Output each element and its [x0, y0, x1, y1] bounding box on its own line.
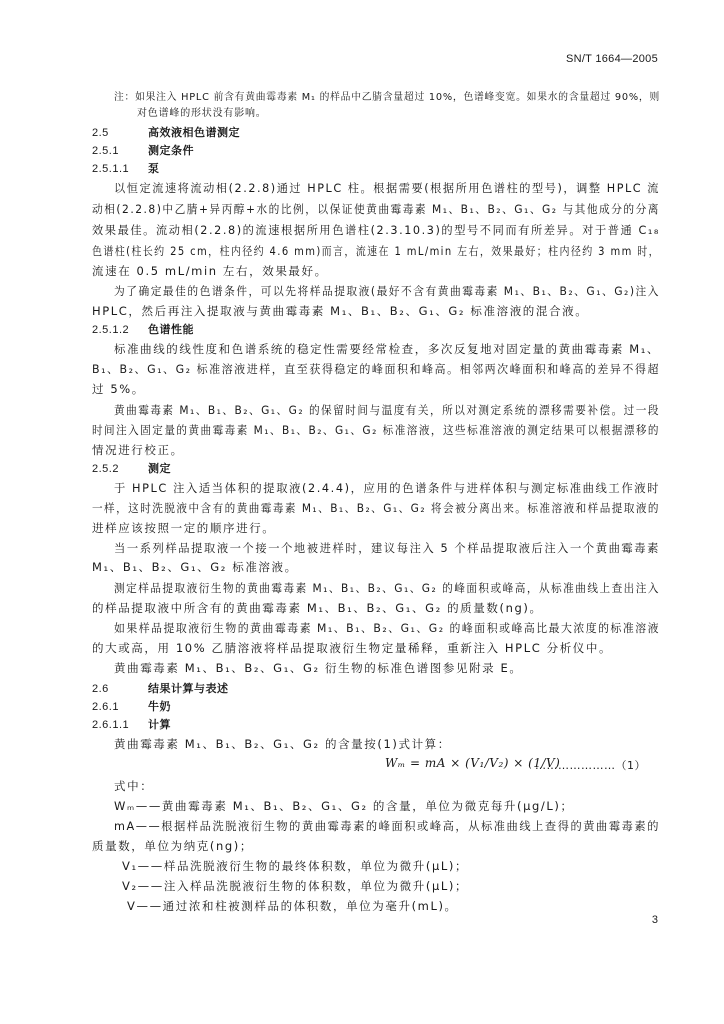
definition-line: Wₘ——黄曲霉毒素 M₁、B₁、B₂、G₁、G₂ 的含量，单位为微克每升(μg/L)； — [114, 799, 574, 813]
page-number: 3 — [651, 914, 658, 926]
paragraph-line: 测定样品提取液衍生物的黄曲霉毒素 M₁、B₁、B₂、G₁、G₂ 的峰面积或峰高，从标准曲线上查出注入 — [114, 581, 660, 595]
paragraph-line: 如果样品提取液衍生物的黄曲霉毒素 M₁、B₁、B₂、G₁、G₂ 的峰面积或峰高比最大浓度的标准溶液 — [114, 621, 660, 635]
paragraph-line: 色谱柱(柱长约 25 cm，柱内径约 4.6 mm)而言，流速在 1 mL/min 左右，效果最好；柱内径约 3 mm 时， — [92, 244, 660, 258]
paragraph-line: 的样品提取液中所含有的黄曲霉毒素 M₁、B₁、B₂、G₁、G₂ 的质量数(ng)。 — [92, 601, 543, 615]
paragraph-line: 进样应该按照一定的顺序进行。 — [92, 521, 276, 535]
section-heading: 2.5 高效液相色谱测定 — [92, 126, 240, 139]
definition-line: 质量数，单位为纳克(ng)； — [92, 839, 253, 853]
paragraph-line: 动相(2.2.8)中乙腈+异丙醇+水的比例，以保证使黄曲霉毒素 M₁、B₁、B₂、G₁、G₂ 与其他成分的分离 — [92, 202, 660, 216]
section-heading: 2.6.1 牛奶 — [92, 700, 171, 713]
paragraph-line: 一样，这时洗脱液中含有的黄曲霉毒素 M₁、B₁、B₂、G₁、G₂ 将会被分离出来。标准溶液和样品提取液的 — [92, 501, 660, 515]
section-heading: 2.6.1.1 计算 — [92, 718, 171, 731]
section-heading: 2.5.1 测定条件 — [92, 144, 194, 157]
paragraph-line: 时间注入固定量的黄曲霉毒素 M₁、B₁、B₂、G₁、G₂ 标准溶液，这些标准溶液的测定结果可以根据漂移的 — [92, 423, 660, 437]
paragraph-line: 黄曲霉毒素 M₁、B₁、B₂、G₁、G₂ 的保留时间与温度有关，所以对测定系统的漂移需要补偿。过一段 — [114, 403, 660, 417]
paragraph-line: 于 HPLC 注入适当体积的提取液(2.4.4)，应用的色谱条件与进样体积与测定标准曲线工作液时 — [114, 481, 660, 495]
note-line: 注：如果注入 HPLC 前含有黄曲霉毒素 M₁ 的样品中乙腈含量超过 10%，色谱峰变宽。如果水的含量超过 90%，则 — [114, 92, 660, 103]
paragraph-line: 黄曲霉毒素 M₁、B₁、B₂、G₁、G₂ 衍生物的标准色谱图参见附录 E。 — [114, 661, 523, 675]
standard-code: SN/T 1664—2005 — [565, 53, 658, 65]
section-heading: 2.5.2 测定 — [92, 462, 171, 475]
paragraph-line: 以恒定流速将流动相(2.2.8)通过 HPLC 柱。根据需要(根据所用色谱柱的型号)，调整 HPLC 流 — [114, 181, 660, 195]
section-heading: 2.6 结果计算与表述 — [92, 682, 229, 695]
paragraph-line: 当一系列样品提取液一个接一个地被进样时，建议每注入 5 个样品提取液后注入一个黄曲霉毒素 — [114, 541, 660, 555]
paragraph-line: 情况进行校正。 — [92, 443, 184, 457]
definition-line: V——通过浓和柱被测样品的体积数，单位为毫升(mL)。 — [127, 899, 458, 913]
paragraph-line: 为了确定最佳的色谱条件，可以先将样品提取液(最好不含有黄曲霉毒素 M₁、B₁、B₂、G₁、G₂)注入 — [114, 284, 660, 298]
definition-line: V₁——样品洗脱液衍生物的最终体积数，单位为微升(μL)； — [122, 859, 469, 873]
section-heading: 2.5.1.1 泵 — [92, 162, 160, 175]
formula-number: …………………（1） — [535, 759, 646, 772]
paragraph-line: 的大或高，用 10% 乙腈溶液将样品提取液衍生物定量稀释，重新注入 HPLC 分析仪中。 — [92, 641, 613, 655]
paragraph-line: B₁、B₂、G₁、G₂ 标准溶液进样，直至获得稳定的峰面积和峰高。相邻两次峰面积和峰高的差异不得超 — [92, 362, 660, 376]
paragraph-line: 标准曲线的线性度和色谱系统的稳定性需要经常检查，多次反复地对固定量的黄曲霉毒素 M₁、 — [114, 342, 660, 356]
definition-line: mA——根据样品洗脱液衍生物的黄曲霉毒素的峰面积或峰高，从标准曲线上查得的黄曲霉毒素的 — [114, 819, 660, 833]
paragraph-line: M₁、B₁、B₂、G₁、G₂ 标准溶液。 — [92, 560, 298, 574]
definition-line: V₂——注入样品洗脱液衍生物的体积数，单位为微升(μL)； — [122, 879, 469, 893]
formula: Wₘ = mA × (V₁/V₂) × (1/V) — [385, 756, 561, 770]
note-line: 对色谱峰的形状没有影响。 — [137, 108, 267, 119]
paragraph-line: 效果最佳。流动相(2.2.8)的流速根据所用色谱柱(2.3.10.3)的型号不同而有所差异。对于普通 C₁₈ — [92, 223, 660, 237]
where-label: 式中： — [114, 779, 154, 793]
paragraph-line: 流速在 0.5 mL/min 左右，效果最好。 — [92, 264, 328, 278]
paragraph-line: 过 5%。 — [92, 382, 145, 396]
section-heading: 2.5.1.2 色谱性能 — [92, 323, 194, 336]
paragraph-line: HPLC，然后再注入提取液与黄曲霉毒素 M₁、B₁、B₂、G₁、G₂ 标准溶液的混合液。 — [92, 304, 589, 318]
paragraph-line: 黄曲霉毒素 M₁、B₁、B₂、G₁、G₂ 的含量按(1)式计算： — [114, 737, 451, 751]
